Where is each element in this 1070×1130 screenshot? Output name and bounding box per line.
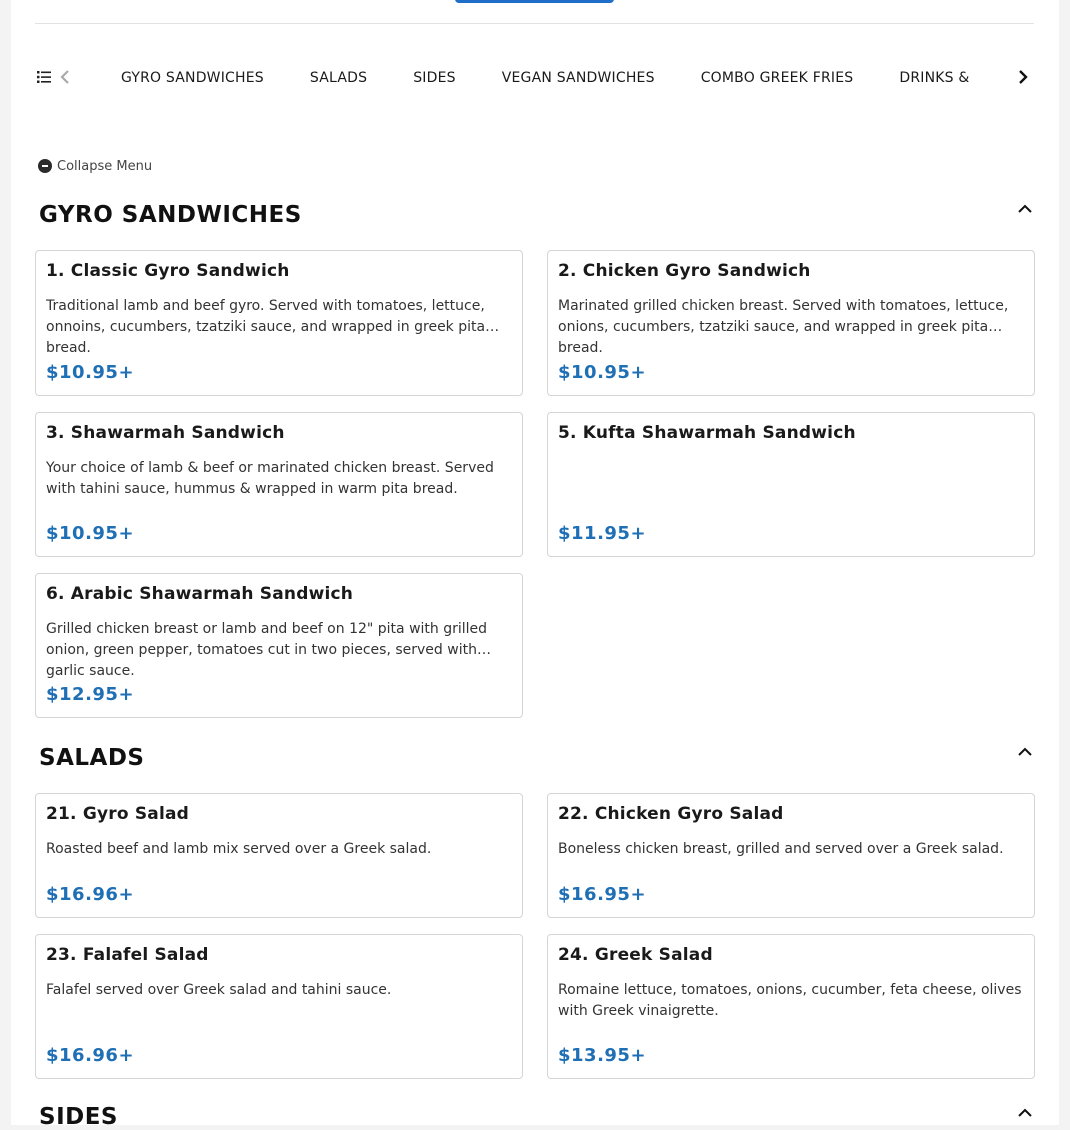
tab-combo-greek-fries[interactable]: COMBO GREEK FRIES <box>700 70 854 86</box>
item-price: $10.95+ <box>46 362 135 383</box>
section-title: GYRO SANDWICHES <box>39 202 302 228</box>
section-title: SALADS <box>39 745 145 771</box>
tab-sides[interactable]: SIDES <box>413 70 456 86</box>
menu-item-card[interactable] <box>35 573 523 718</box>
minus-circle-icon <box>38 159 52 173</box>
collapse-menu-button[interactable] <box>38 157 152 175</box>
item-price: $16.96+ <box>46 884 135 905</box>
item-name: 1. Classic Gyro Sandwich <box>46 261 290 281</box>
category-nav <box>35 58 1034 98</box>
menu-item-card[interactable] <box>35 250 523 396</box>
item-price: $12.95+ <box>46 684 135 705</box>
chevron-up-icon[interactable] <box>1018 1108 1032 1118</box>
menu-item-card[interactable] <box>547 412 1035 557</box>
order-button[interactable] <box>455 0 614 3</box>
item-name: 21. Gyro Salad <box>46 804 190 824</box>
tab-gyro-sandwiches[interactable]: GYRO SANDWICHES <box>121 70 264 86</box>
item-description: Traditional lamb and beef gyro. Served with tomatoes, lettuce, onnoins, cucumbers, tzatziki sauce, and wrapped in greek pita bread. <box>46 298 486 356</box>
item-price: $16.96+ <box>46 1045 135 1066</box>
item-description: Your choice of lamb & beef or marinated chicken breast. Served with tahini sauce, hummus & wrapped in warm pita bread. <box>46 460 494 497</box>
item-name: 23. Falafel Salad <box>46 945 209 965</box>
tab-drinks[interactable]: DRINKS & <box>899 70 970 86</box>
tab-vegan-sandwiches[interactable]: VEGAN SANDWICHES <box>501 70 655 86</box>
item-price: $16.95+ <box>558 884 647 905</box>
chevron-left-icon[interactable] <box>60 69 70 85</box>
list-icon[interactable] <box>37 70 51 84</box>
menu-item-card[interactable] <box>35 793 523 918</box>
section-title: SIDES <box>39 1104 118 1130</box>
item-description: Romaine lettuce, tomatoes, onions, cucumber, feta cheese, olives with Greek vinaigrette. <box>558 982 1022 1019</box>
item-name: 6. Arabic Shawarmah Sandwich <box>46 584 354 604</box>
item-price: $13.95+ <box>558 1045 647 1066</box>
item-name: 5. Kufta Shawarmah Sandwich <box>558 423 856 443</box>
category-tabs <box>121 58 1001 98</box>
item-description: Marinated grilled chicken breast. Served with tomatoes, lettuce, onions, cucumbers, tzatziki sauce, and wrapped in greek pita bread. <box>558 298 1009 356</box>
chevron-up-icon[interactable] <box>1018 747 1032 757</box>
item-description: Grilled chicken breast or lamb and beef on 12" pita with grilled onion, green pepper, tomatoes cut in two pieces, served with garlic sauce. <box>46 621 488 679</box>
menu-item-card[interactable] <box>547 250 1035 396</box>
item-price: $10.95+ <box>558 362 647 383</box>
item-description: Boneless chicken breast, grilled and served over a Greek salad. <box>558 841 1004 857</box>
chevron-up-icon[interactable] <box>1018 204 1032 214</box>
divider <box>35 23 1034 24</box>
item-price: $11.95+ <box>558 523 647 544</box>
collapse-menu-label: Collapse Menu <box>57 158 153 174</box>
item-name: 24. Greek Salad <box>558 945 713 965</box>
item-name: 2. Chicken Gyro Sandwich <box>558 261 811 281</box>
item-name: 3. Shawarmah Sandwich <box>46 423 285 443</box>
item-description: Falafel served over Greek salad and tahini sauce. <box>46 982 392 998</box>
item-price: $10.95+ <box>46 523 135 544</box>
menu-item-card[interactable] <box>35 412 523 557</box>
item-name: 22. Chicken Gyro Salad <box>558 804 784 824</box>
menu-item-card[interactable] <box>547 793 1035 918</box>
item-description: Roasted beef and lamb mix served over a Greek salad. <box>46 841 432 857</box>
menu-page <box>11 0 1059 1130</box>
chevron-right-icon[interactable] <box>1017 69 1029 85</box>
tab-salads[interactable]: SALADS <box>309 70 368 86</box>
menu-item-card[interactable] <box>35 934 523 1079</box>
menu-item-card[interactable] <box>547 934 1035 1079</box>
